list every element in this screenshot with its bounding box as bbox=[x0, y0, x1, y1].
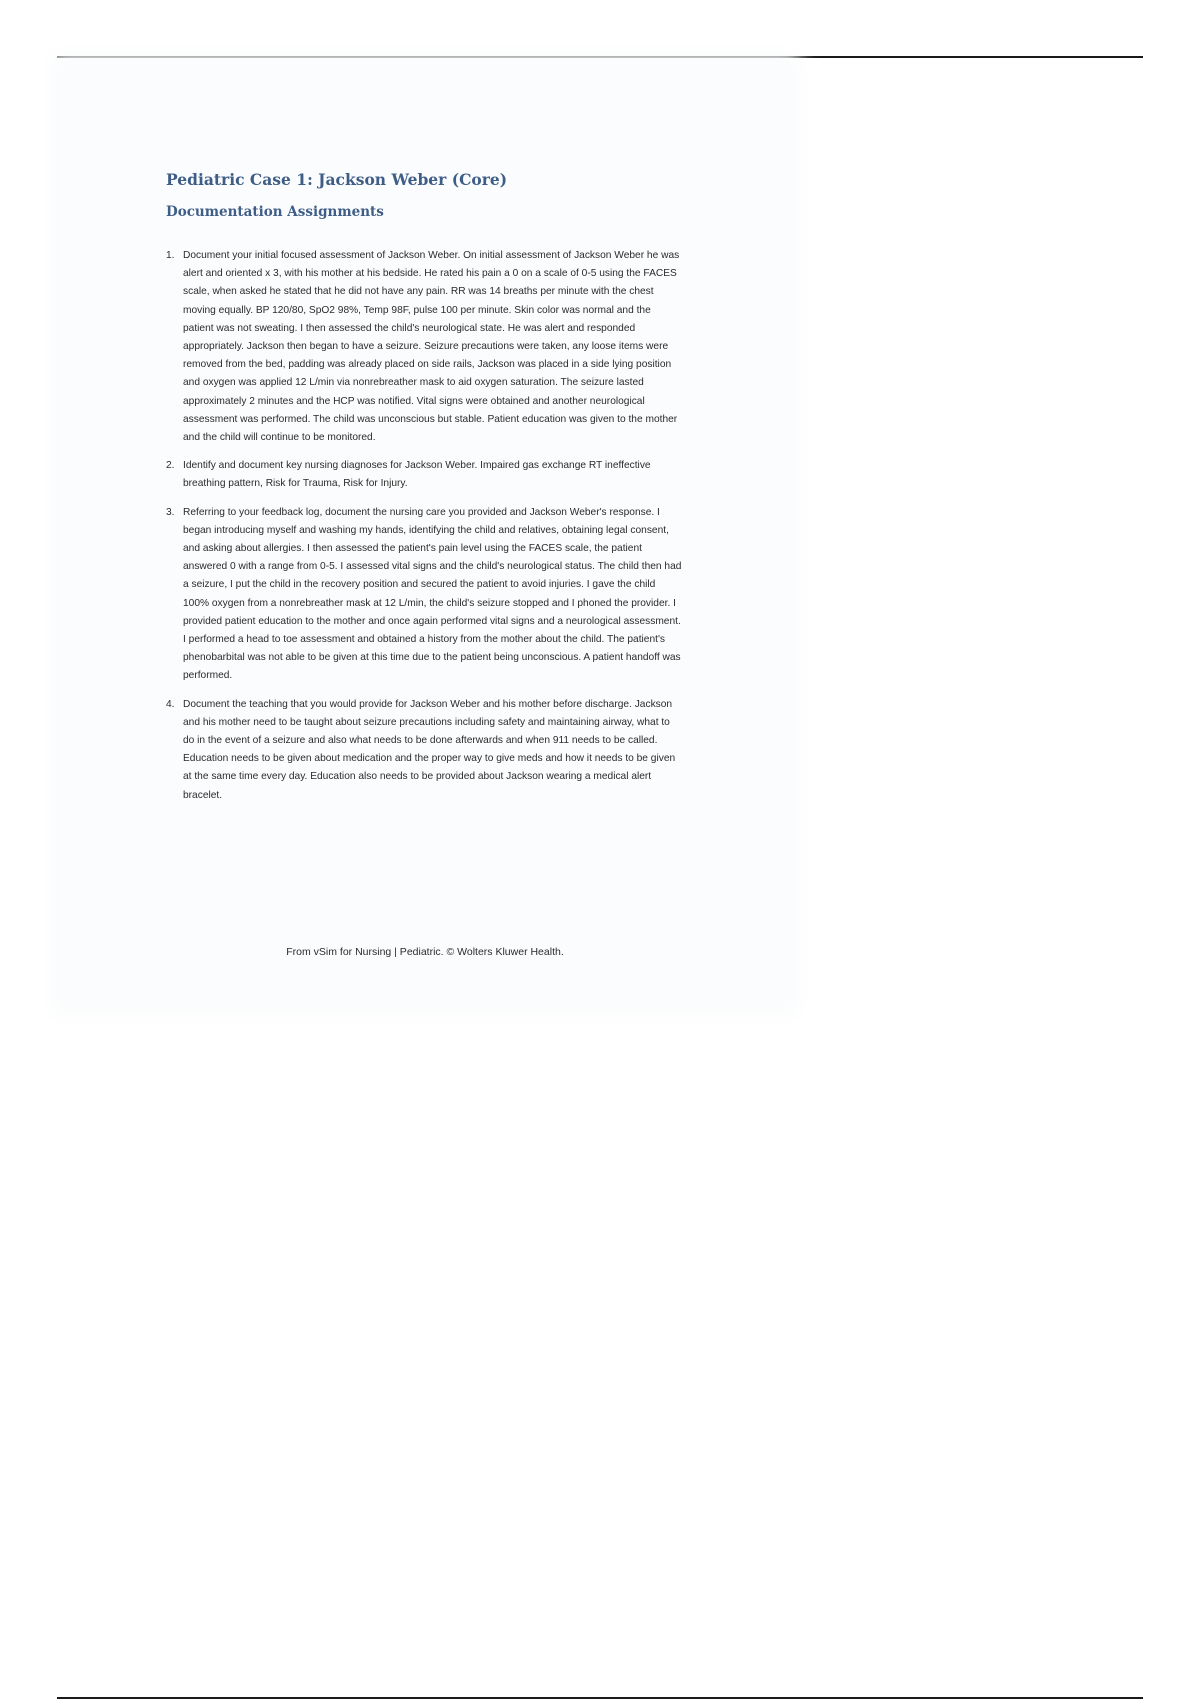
bottom-rule bbox=[57, 1697, 1143, 1699]
item-text: Referring to your feedback log, document the nursing care you provided and Jackson Weber's response. I began introducing myself and washing my hands, identifying the child and relatives, obtaining legal consent, and asking about allergies. I then assessed the patient's pain level using the FACES scale, the patient answered 0 with a range from 0-5. I assessed vital signs and the child's neurological status. The child then had a seizure, I put the child in the recovery position and secured the patient to avoid injuries. I gave the child 100% oxygen from a nonrebreather mask at 12 L/min, the child's seizure stopped and I phoned the provider. I provided patient education to the mother and once again performed vital signs and a neurological assessment. I performed a head to toe assessment and obtained a history from the mother about the child. The patient's phenobarbital was not able to be given at this time due to the patient being unconscious. A patient handoff was performed. bbox=[183, 506, 682, 682]
item-text: Document the teaching that you would provide for Jackson Weber and his mother before discharge. Jackson and his mother need to be taught about seizure precautions including safety and maintaining airway, what to do in the event of a seizure and also what needs to be done afterwards and when 911 needs to be called. Education needs to be given about medication and the proper way to give meds and how it needs to be given at the same time every day. Education also needs to be provided about Jackson wearing a medical alert bracelet. bbox=[183, 698, 676, 801]
assignment-list bbox=[166, 247, 682, 805]
section-heading: Documentation Assignments bbox=[166, 204, 384, 220]
item-text: Document your initial focused assessment of Jackson Weber. On initial assessment of Jackson Weber he was alert and oriented x 3, with his mother at his bedside. He rated his pain a 0 on a scale of 0-5 using the FACES scale, when asked he stated that he did not have any pain. RR was 14 breaths per minute with the chest moving equally. BP 120/80, SpO2 98%, Temp 98F, pulse 100 per minute. Skin color was normal and the patient was not sweating. I then assessed the child's neurological state. He was alert and responded appropriately. Jackson then began to have a seizure. Seizure precautions were taken, any loose items were removed from the bed, padding was already placed on side rails, Jackson was placed in a side lying position and oxygen was applied 12 L/min via nonrebreather mask to aid oxygen saturation. The seizure lasted approximately 2 minutes and the HCP was notified. Vital signs were obtained and another neurological assessment was performed. The child was unconscious but stable. Patient education was given to the mother and the child will continue to be monitored. bbox=[183, 250, 680, 444]
list-item bbox=[166, 504, 682, 686]
list-item bbox=[166, 696, 682, 805]
list-item bbox=[166, 247, 682, 447]
page-footer: From vSim for Nursing | Pediatric. © Wolters Kluwer Health. bbox=[286, 946, 564, 958]
item-number: 3. bbox=[166, 506, 175, 518]
document-body bbox=[166, 170, 682, 815]
page-title: Pediatric Case 1: Jackson Weber (Core) bbox=[166, 170, 508, 189]
item-number: 1. bbox=[166, 250, 175, 261]
item-number: 4. bbox=[166, 698, 175, 710]
top-rule bbox=[57, 56, 1143, 58]
list-item bbox=[166, 457, 682, 493]
item-text: Identify and document key nursing diagnoses for Jackson Weber. Impaired gas exchange RT ineffective breathing pattern, Risk for Trauma, Risk for Injury. bbox=[183, 460, 651, 490]
item-number: 2. bbox=[166, 460, 175, 472]
